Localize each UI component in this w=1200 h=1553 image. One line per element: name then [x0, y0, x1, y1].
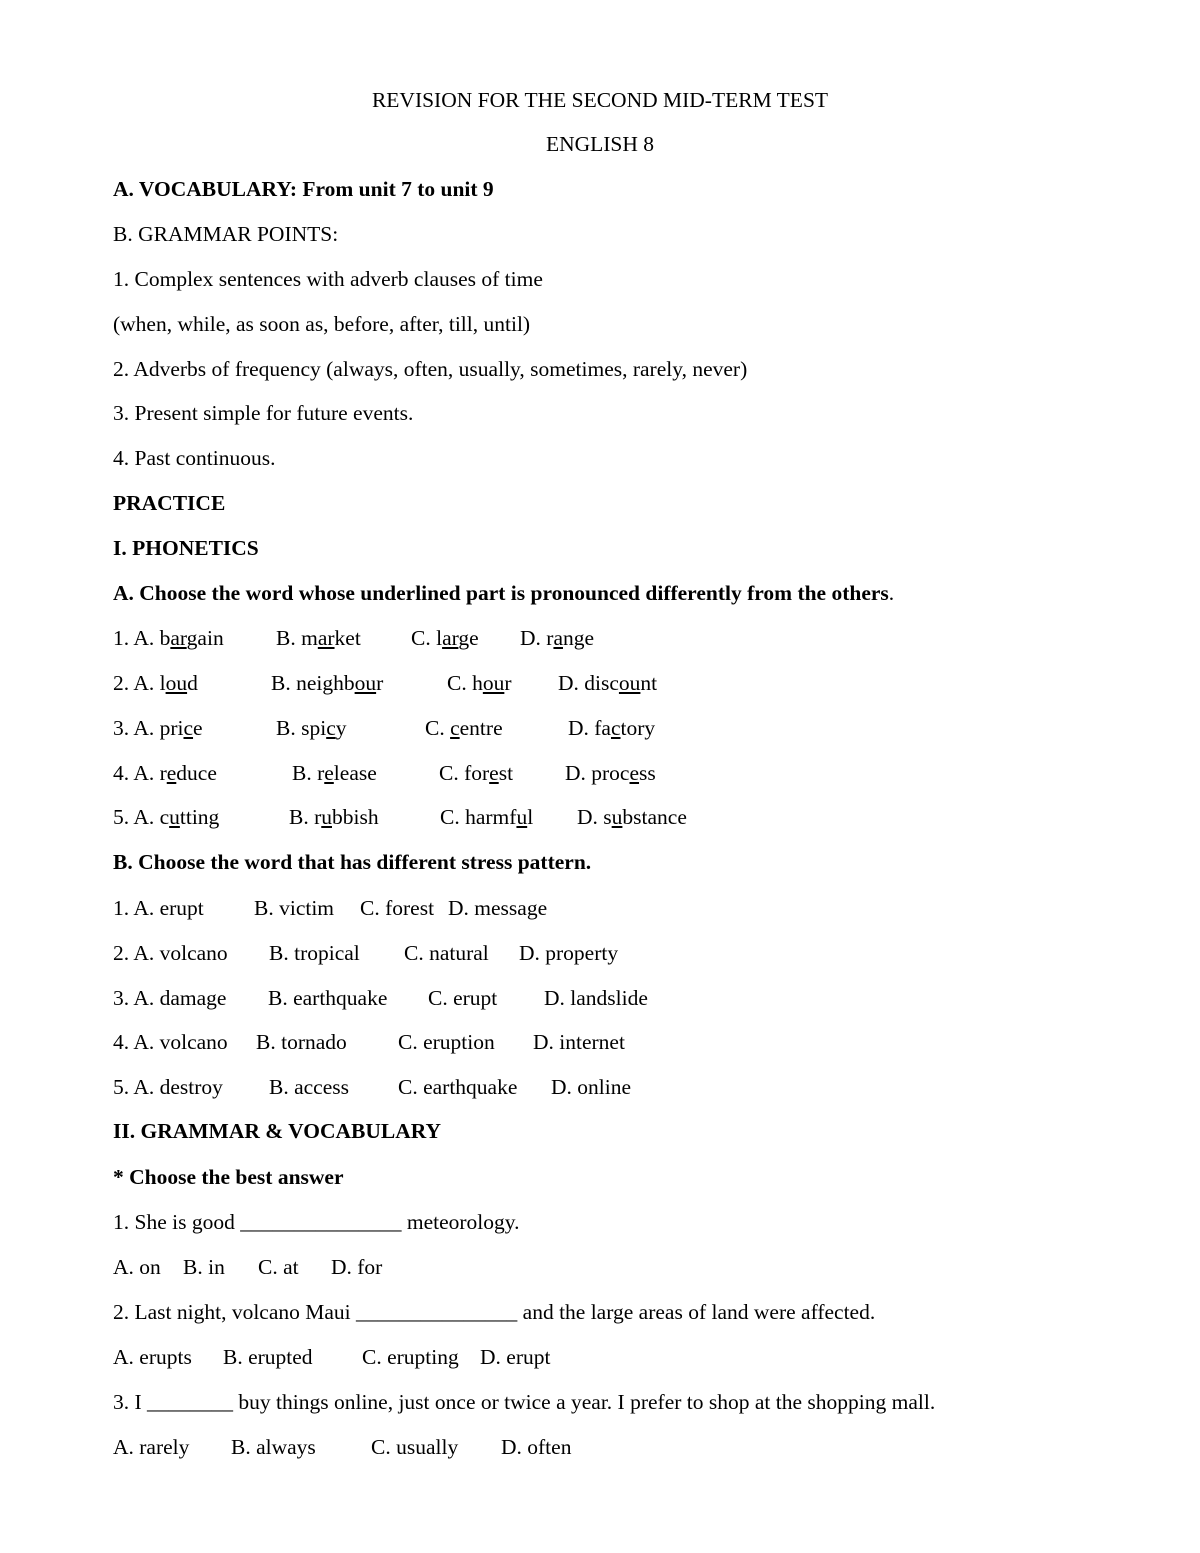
underlined-part: ar [317, 626, 335, 650]
answer-option: A. on [113, 1255, 161, 1279]
answer-option: B. victim [254, 896, 335, 920]
option-text: lease [333, 761, 377, 785]
option-text: B. spi [276, 716, 327, 740]
phonetics-b-instruction: B. Choose the word that has different stress pattern. [113, 850, 592, 874]
underlined-part: ar [442, 626, 459, 650]
option-text: C. h [447, 671, 483, 695]
answer-option: D. erupt [480, 1345, 551, 1369]
underlined-part: c [326, 716, 336, 740]
answer-option [558, 670, 657, 696]
underlined-part: ou [482, 671, 505, 695]
answer-option: B. tropical [269, 941, 360, 965]
option-text: bstance [622, 805, 687, 829]
answer-option: 3. A. damage [113, 986, 227, 1010]
answer-option: C. usually [371, 1435, 459, 1459]
option-text: B. neighb [271, 671, 355, 695]
answer-option: A. rarely [113, 1435, 190, 1459]
answer-option [520, 625, 594, 651]
answer-option [425, 715, 503, 741]
option-text: nge [562, 626, 595, 650]
answer-option [289, 804, 379, 830]
answer-option [271, 670, 383, 696]
grammar-point: (when, while, as soon as, before, after, till, until) [113, 312, 531, 336]
option-text: duce [176, 761, 217, 785]
answer-option [276, 715, 346, 741]
answer-option [113, 625, 224, 651]
answer-option: B. in [183, 1255, 225, 1279]
answer-option [113, 670, 198, 696]
underlined-part: c [183, 716, 194, 740]
answer-option: C. eruption [398, 1030, 495, 1054]
option-text: D. disc [558, 671, 619, 695]
option-text: r [376, 671, 384, 695]
option-text: ge [458, 626, 479, 650]
option-text: 1. A. b [113, 626, 171, 650]
answer-option: C. natural [404, 941, 489, 965]
option-text: 3. A. pri [113, 716, 184, 740]
option-text: gain [186, 626, 224, 650]
answer-option: B. always [231, 1435, 316, 1459]
phonetics-a-instruction-text: A. Choose the word whose underlined part is pronounced differently from the others [113, 581, 889, 605]
answer-option: A. erupts [113, 1345, 192, 1369]
answer-option: C. erupting [362, 1345, 459, 1369]
underlined-part: c [610, 716, 621, 740]
underlined-part: u [321, 805, 332, 829]
underlined-part: u [169, 805, 180, 829]
option-text: r [504, 671, 512, 695]
grammar-point: 3. Present simple for future events. [113, 401, 414, 425]
answer-option: D. often [501, 1435, 572, 1459]
option-text: d [187, 671, 198, 695]
answer-option [568, 715, 655, 741]
option-text: 4. A. r [113, 761, 167, 785]
option-text: C. harmf [440, 805, 517, 829]
underlined-part: e [489, 761, 499, 785]
answer-option: D. landslide [544, 986, 648, 1010]
answer-option: C. erupt [428, 986, 498, 1010]
underlined-part: u [611, 805, 623, 829]
option-text: l [527, 805, 534, 829]
phonetics-a-instruction [113, 580, 894, 606]
answer-option: B. erupted [223, 1345, 313, 1369]
option-text: D. s [577, 805, 612, 829]
answer-option [113, 715, 203, 741]
option-text: st [498, 761, 514, 785]
underlined-part: ou [618, 671, 641, 695]
answer-option: 1. A. erupt [113, 896, 204, 920]
grammar-instruction: * Choose the best answer [113, 1165, 344, 1189]
document-title: REVISION FOR THE SECOND MID-TERM TEST [371, 88, 829, 112]
option-text: e [193, 716, 203, 740]
option-text: ss [639, 761, 656, 785]
underlined-part: e [629, 761, 640, 785]
option-text: 5. A. c [113, 805, 170, 829]
option-text: B. r [289, 805, 322, 829]
answer-option: C. earthquake [398, 1075, 518, 1099]
answer-option: D. internet [533, 1030, 625, 1054]
option-text: 2. A. l [113, 671, 166, 695]
question-label: 3. I ________ buy things online, just once or twice a year. I prefer to shop at the shopping mall. [113, 1390, 936, 1414]
grammar-point: 1. Complex sentences with adverb clauses of time [113, 267, 543, 291]
option-text: D. proc [565, 761, 630, 785]
section-vocabulary-heading: A. VOCABULARY: From unit 7 to unit 9 [113, 177, 494, 201]
grammar-point: 2. Adverbs of frequency (always, often, usually, sometimes, rarely, never) [113, 357, 748, 381]
option-text: C. l [411, 626, 443, 650]
document-subtitle: ENGLISH 8 [545, 132, 655, 156]
option-text: C. [425, 716, 451, 740]
answer-option: B. earthquake [268, 986, 388, 1010]
answer-option [447, 670, 512, 696]
option-text: D. fa [568, 716, 611, 740]
answer-option [439, 760, 513, 786]
option-text: C. for [439, 761, 490, 785]
option-text: entre [459, 716, 503, 740]
answer-option: B. access [269, 1075, 349, 1099]
answer-option: C. at [258, 1255, 299, 1279]
answer-option: 4. A. volcano [113, 1030, 228, 1054]
practice-heading: PRACTICE [113, 491, 226, 515]
answer-option: C. forest [360, 896, 435, 920]
phonetics-heading: I. PHONETICS [113, 536, 259, 560]
answer-option: D. property [519, 941, 619, 965]
answer-option: D. message [448, 896, 548, 920]
answer-option: 5. A. destroy [113, 1075, 223, 1099]
underlined-part: ar [170, 626, 187, 650]
underlined-part: u [516, 805, 528, 829]
grammar-vocabulary-heading: II. GRAMMAR & VOCABULARY [113, 1119, 442, 1143]
answer-option [292, 760, 377, 786]
underlined-part: a [553, 626, 563, 650]
option-text: ket [334, 626, 361, 650]
option-text: D. r [520, 626, 554, 650]
option-text: tory [620, 716, 656, 740]
underlined-part: ou [354, 671, 377, 695]
underlined-part: e [166, 761, 177, 785]
answer-option: 2. A. volcano [113, 941, 228, 965]
option-text: tting [179, 805, 220, 829]
option-text: bbish [332, 805, 379, 829]
answer-option [440, 804, 533, 830]
grammar-point: 4. Past continuous. [113, 446, 276, 470]
answer-option [411, 625, 479, 651]
answer-option: D. for [331, 1255, 383, 1279]
answer-option [565, 760, 656, 786]
section-grammar-heading: B. GRAMMAR POINTS: [113, 222, 339, 246]
option-text: B. m [276, 626, 318, 650]
option-text: nt [640, 671, 658, 695]
question-label: 2. Last night, volcano Maui _______________ and the large areas of land were affected. [113, 1300, 876, 1324]
answer-option [113, 804, 219, 830]
option-text: B. r [292, 761, 325, 785]
underlined-part: c [450, 716, 460, 740]
phonetics-a-instruction-period: . [888, 581, 895, 605]
answer-option [577, 804, 687, 830]
underlined-part: ou [165, 671, 188, 695]
underlined-part: e [324, 761, 334, 785]
option-text: y [335, 716, 347, 740]
answer-option [276, 625, 361, 651]
question-label: 1. She is good _______________ meteorology. [113, 1210, 520, 1234]
answer-option: D. online [551, 1075, 632, 1099]
answer-option [113, 760, 217, 786]
answer-option: B. tornado [256, 1030, 347, 1054]
